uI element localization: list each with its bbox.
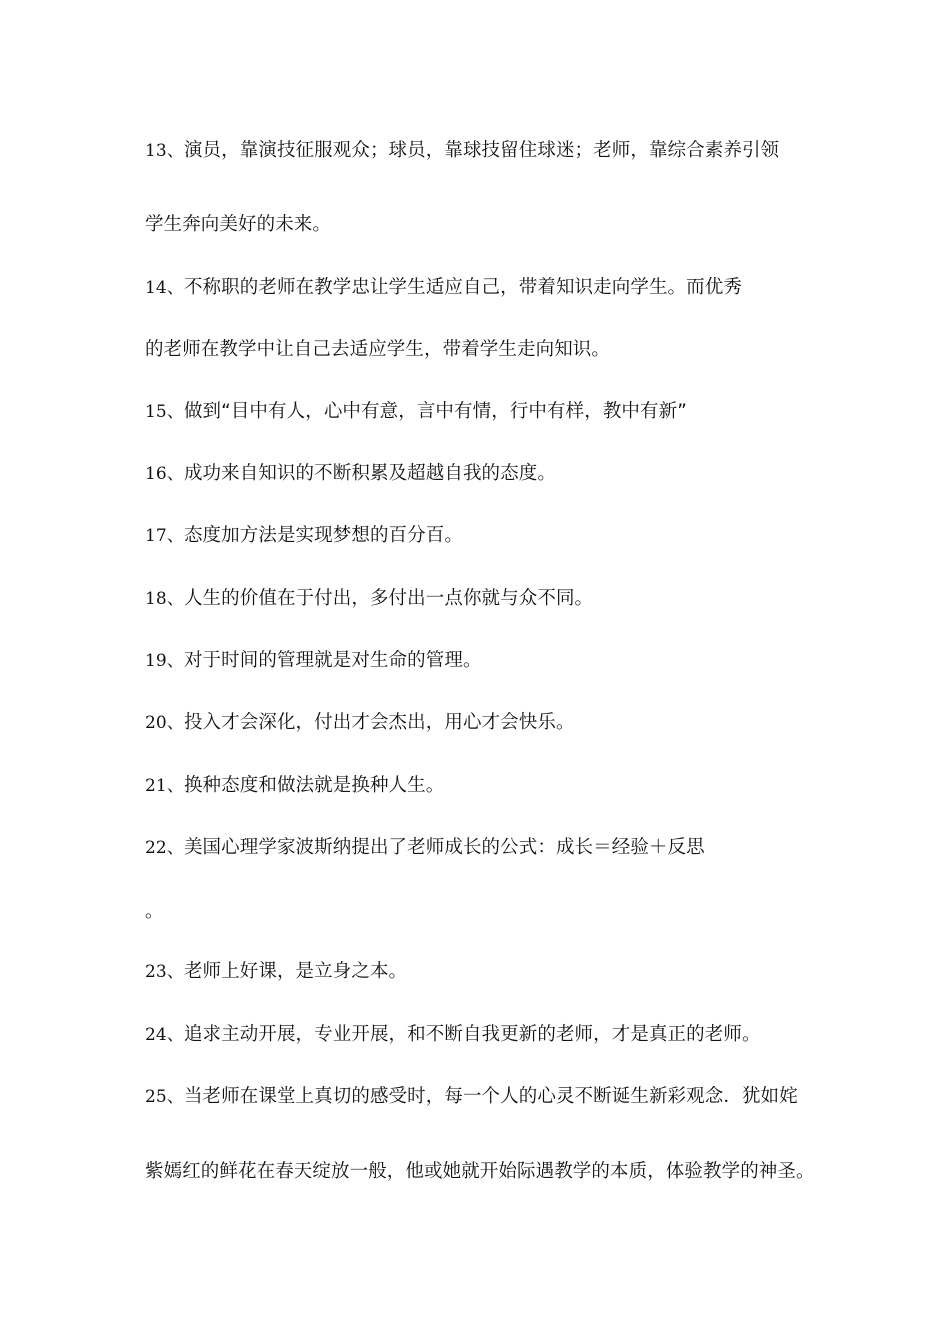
item-text: 对于时间的管理就是对生命的管理。 bbox=[183, 650, 482, 671]
item-number: 21、 bbox=[145, 776, 184, 796]
item-number: 18、 bbox=[145, 589, 184, 609]
item-number: 14、 bbox=[145, 278, 184, 298]
item-number: 22、 bbox=[145, 838, 184, 858]
item-22-line-1 bbox=[145, 836, 705, 860]
item-text: 做到“目中有人，心中有意，言中有情，行中有样，教中有新” bbox=[183, 401, 687, 422]
item-number: 16、 bbox=[145, 464, 184, 484]
item-23-line-1 bbox=[145, 960, 407, 984]
item-13-line-1 bbox=[145, 139, 779, 163]
item-19-line-1 bbox=[145, 649, 482, 673]
item-text: 人生的价值在于付出，多付出一点你就与众不同。 bbox=[183, 588, 594, 609]
item-16-line-1 bbox=[145, 462, 556, 486]
item-20-line-1 bbox=[145, 711, 575, 735]
item-text: 美国心理学家波斯纳提出了老师成长的公式：成长＝经验＋反思 bbox=[183, 837, 705, 858]
item-number: 13、 bbox=[145, 141, 184, 161]
item-text: 演员，靠演技征服观众；球员，靠球技留住球迷；老师，靠综合素养引领 bbox=[183, 140, 780, 161]
item-number: 17、 bbox=[145, 526, 184, 546]
item-text: 投入才会深化，付出才会杰出，用心才会快乐。 bbox=[183, 712, 575, 733]
item-13-line-2: 学生奔向美好的未来。 bbox=[145, 214, 332, 235]
item-number: 19、 bbox=[145, 651, 184, 671]
item-14-line-2: 的老师在教学中让自己去适应学生，带着学生走向知识。 bbox=[145, 339, 611, 360]
item-number: 25、 bbox=[145, 1087, 184, 1107]
item-25-line-2: 紫嫣红的鲜花在春天绽放一般，他或她就开始际遇教学的本质，体验教学的神圣。 bbox=[145, 1161, 815, 1182]
item-21-line-1 bbox=[145, 774, 444, 798]
item-number: 23、 bbox=[145, 962, 184, 982]
item-25-line-1 bbox=[145, 1085, 798, 1109]
item-number: 20、 bbox=[145, 713, 184, 733]
item-text: 追求主动开展，专业开展，和不断自我更新的老师，才是真正的老师。 bbox=[183, 1024, 761, 1045]
item-15-line-1 bbox=[145, 400, 687, 424]
item-text: 态度加方法是实现梦想的百分百。 bbox=[183, 525, 463, 546]
item-22-line-2: 。 bbox=[145, 901, 164, 922]
item-14-line-1 bbox=[145, 276, 742, 300]
item-text: 当老师在课堂上真切的感受时，每一个人的心灵不断诞生新彩观念．犹如姹 bbox=[183, 1086, 798, 1107]
item-text: 换种态度和做法就是换种人生。 bbox=[183, 775, 445, 796]
item-number: 15、 bbox=[145, 402, 184, 422]
item-17-line-1 bbox=[145, 524, 463, 548]
item-number: 24、 bbox=[145, 1025, 184, 1045]
item-text: 不称职的老师在教学忠让学生适应自己，带着知识走向学生。而优秀 bbox=[183, 277, 742, 298]
item-24-line-1 bbox=[145, 1023, 761, 1047]
item-18-line-1 bbox=[145, 587, 593, 611]
item-text: 老师上好课，是立身之本。 bbox=[183, 961, 408, 982]
item-text: 成功来自知识的不断积累及超越自我的态度。 bbox=[183, 463, 556, 484]
